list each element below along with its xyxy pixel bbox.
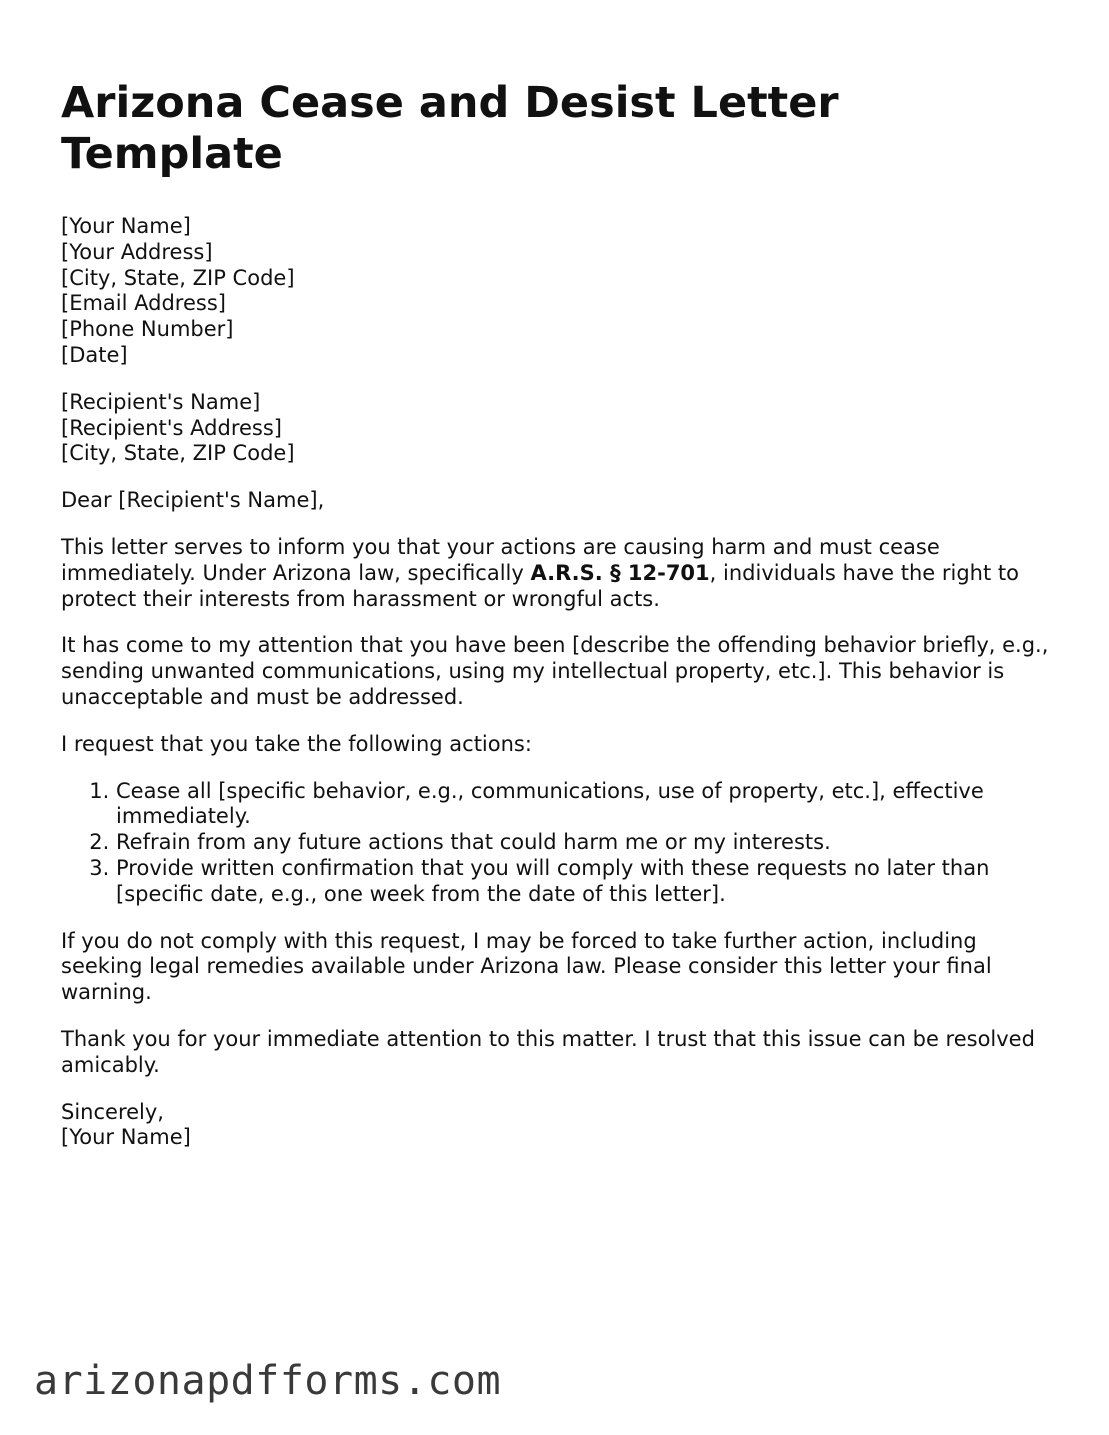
signature-block <box>61 1100 1051 1152</box>
sender-address: [Your Address] <box>61 239 213 264</box>
intro-text-before: This letter serves to inform you that your actions are causing harm and must cease immediately. Under Arizona law, specifically <box>61 534 940 585</box>
recipient-city-state-zip: [City, State, ZIP Code] <box>61 441 295 466</box>
thanks-paragraph: Thank you for your immediate attention to this matter. I trust that this issue can be resolved amicably. <box>61 1026 1035 1077</box>
closing: Sincerely, <box>61 1099 164 1124</box>
recipient-address: [Recipient's Address] <box>61 415 282 440</box>
actions-list <box>61 779 1051 908</box>
letter-page <box>61 78 1051 1172</box>
recipient-name: [Recipient's Name] <box>61 389 261 414</box>
sender-block <box>61 214 1051 369</box>
letter-date: [Date] <box>61 342 128 367</box>
list-item: 3. Provide written confirmation that you will comply with these requests no later than [specific date, e.g., one week from the date of this letter]. <box>116 856 1051 908</box>
sender-phone: [Phone Number] <box>61 317 234 342</box>
signature-name: [Your Name] <box>61 1125 191 1150</box>
sender-email: [Email Address] <box>61 291 226 316</box>
recipient-block <box>61 390 1051 467</box>
statute-reference: A.R.S. § 12-701 <box>530 560 710 585</box>
intro-text-after: , individuals have the right to protect their interests from harassment or wrongful acts. <box>61 560 1019 611</box>
sender-city-state-zip: [City, State, ZIP Code] <box>61 265 295 290</box>
warning-paragraph: If you do not comply with this request, I may be forced to take further action, including seeking legal remedies available under Arizona law. Please consider this letter your final warning. <box>61 928 992 1005</box>
sender-name: [Your Name] <box>61 214 191 238</box>
salutation: Dear [Recipient's Name], <box>61 488 325 513</box>
intro-paragraph <box>61 535 1051 612</box>
list-item: 1. Cease all [specific behavior, e.g., communications, use of property, etc.], effective immediately. <box>116 779 1051 831</box>
request-paragraph: I request that you take the following actions: <box>61 731 532 756</box>
page-title: Arizona Cease and Desist Letter Template <box>61 78 839 179</box>
site-watermark: arizonapdfforms.com <box>34 1358 502 1404</box>
list-item: 2. Refrain from any future actions that could harm me or my interests. <box>116 830 1051 856</box>
behavior-paragraph: It has come to my attention that you have been [describe the offending behavior briefly, e.g., sending unwanted communications, using my intellectual property, etc.]. This behavior is unacceptable and must be addressed. <box>61 633 1049 709</box>
